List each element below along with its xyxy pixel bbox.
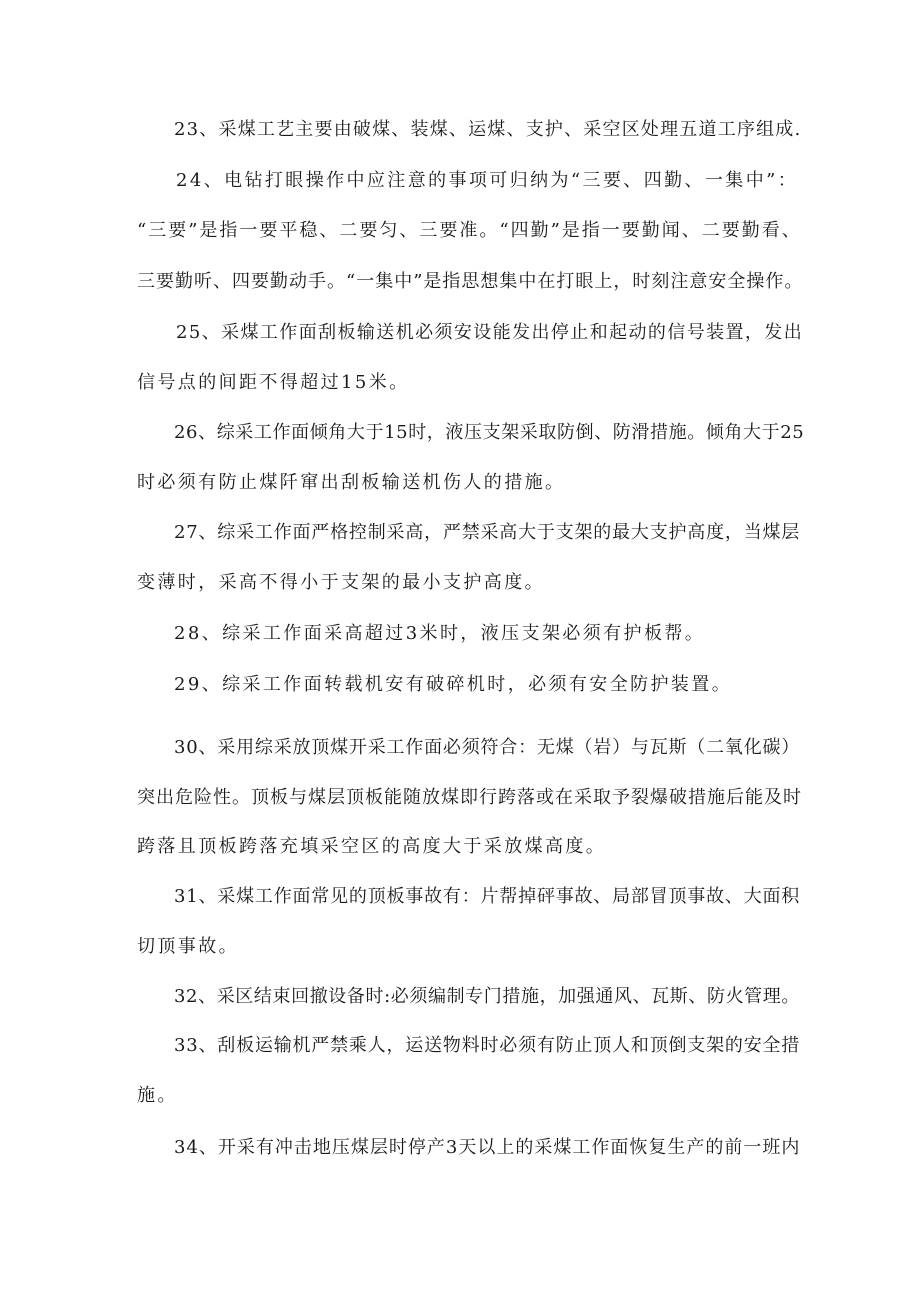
item-26-continued: 时必须有防止煤阡窜出刮板输送机伤人的措施。	[137, 472, 566, 493]
item-24-continued: “三要”是指一要平稳、二要匀、三要准。“四勤”是指一要勤闻、二要勤看、	[137, 220, 802, 241]
item-32: 32、采区结束回撤设备时:必须编制专门措施，加强通风、瓦斯、防火管理。	[174, 986, 800, 1007]
item-31-continued: 切顶事故。	[137, 936, 239, 957]
item-25: 25、采煤工作面刮板输送机必须安设能发出停止和起动的信号装置，发出	[176, 322, 804, 343]
item-26: 26、综采工作面倾角大于15时，液压支架采取防倒、防滑措施。倾角大于25	[174, 422, 805, 443]
item-28: 28、综采工作面采高超过3米时，液压支架必须有护板帮。	[174, 623, 706, 644]
item-34: 34、开采有冲击地压煤层时停产3天以上的采煤工作面恢复生产的前一班内	[174, 1137, 801, 1158]
item-31: 31、采煤工作面常见的顶板事故有：片帮掉砰事故、局部冒顶事故、大面积	[174, 886, 801, 907]
item-33: 33、刮板运输机严禁乘人，运送物料时必须有防止顶人和顶倒支架的安全措	[174, 1035, 801, 1056]
item-23: 23、采煤工艺主要由破煤、装煤、运煤、支护、采空区处理五道工序组成.	[174, 119, 802, 140]
item-24: 24、电钻打眼操作中应注意的事项可归纳为“三要、四勤、一集中”：	[176, 170, 799, 191]
item-24-continued: 三要勤听、四要勤动手。“一集中”是指思想集中在打眼上，时刻注意安全操作。	[137, 271, 804, 292]
item-30-continued: 跨落且顶板跨落充填采空区的高度大于采放煤高度。	[137, 836, 607, 857]
item-30-continued: 突出危险性。顶板与煤层顶板能随放煤即行跨落或在采取予裂爆破措施后能及时	[137, 787, 802, 808]
item-27-continued: 变薄时，采高不得小于支架的最小支护高度。	[137, 572, 545, 593]
item-27: 27、综采工作面严格控制采高，严禁采高大于支架的最大支护高度，当煤层	[174, 522, 801, 543]
item-30: 30、采用综采放顶煤开采工作面必须符合：无煤（岩）与瓦斯（二氧化碳）	[174, 737, 801, 758]
item-33-continued: 施。	[137, 1085, 178, 1106]
item-29: 29、综采工作面转载机安有破碎机时，必须有安全防护装置。	[174, 674, 733, 695]
item-25-continued: 信号点的间距不得超过15米。	[137, 372, 410, 393]
